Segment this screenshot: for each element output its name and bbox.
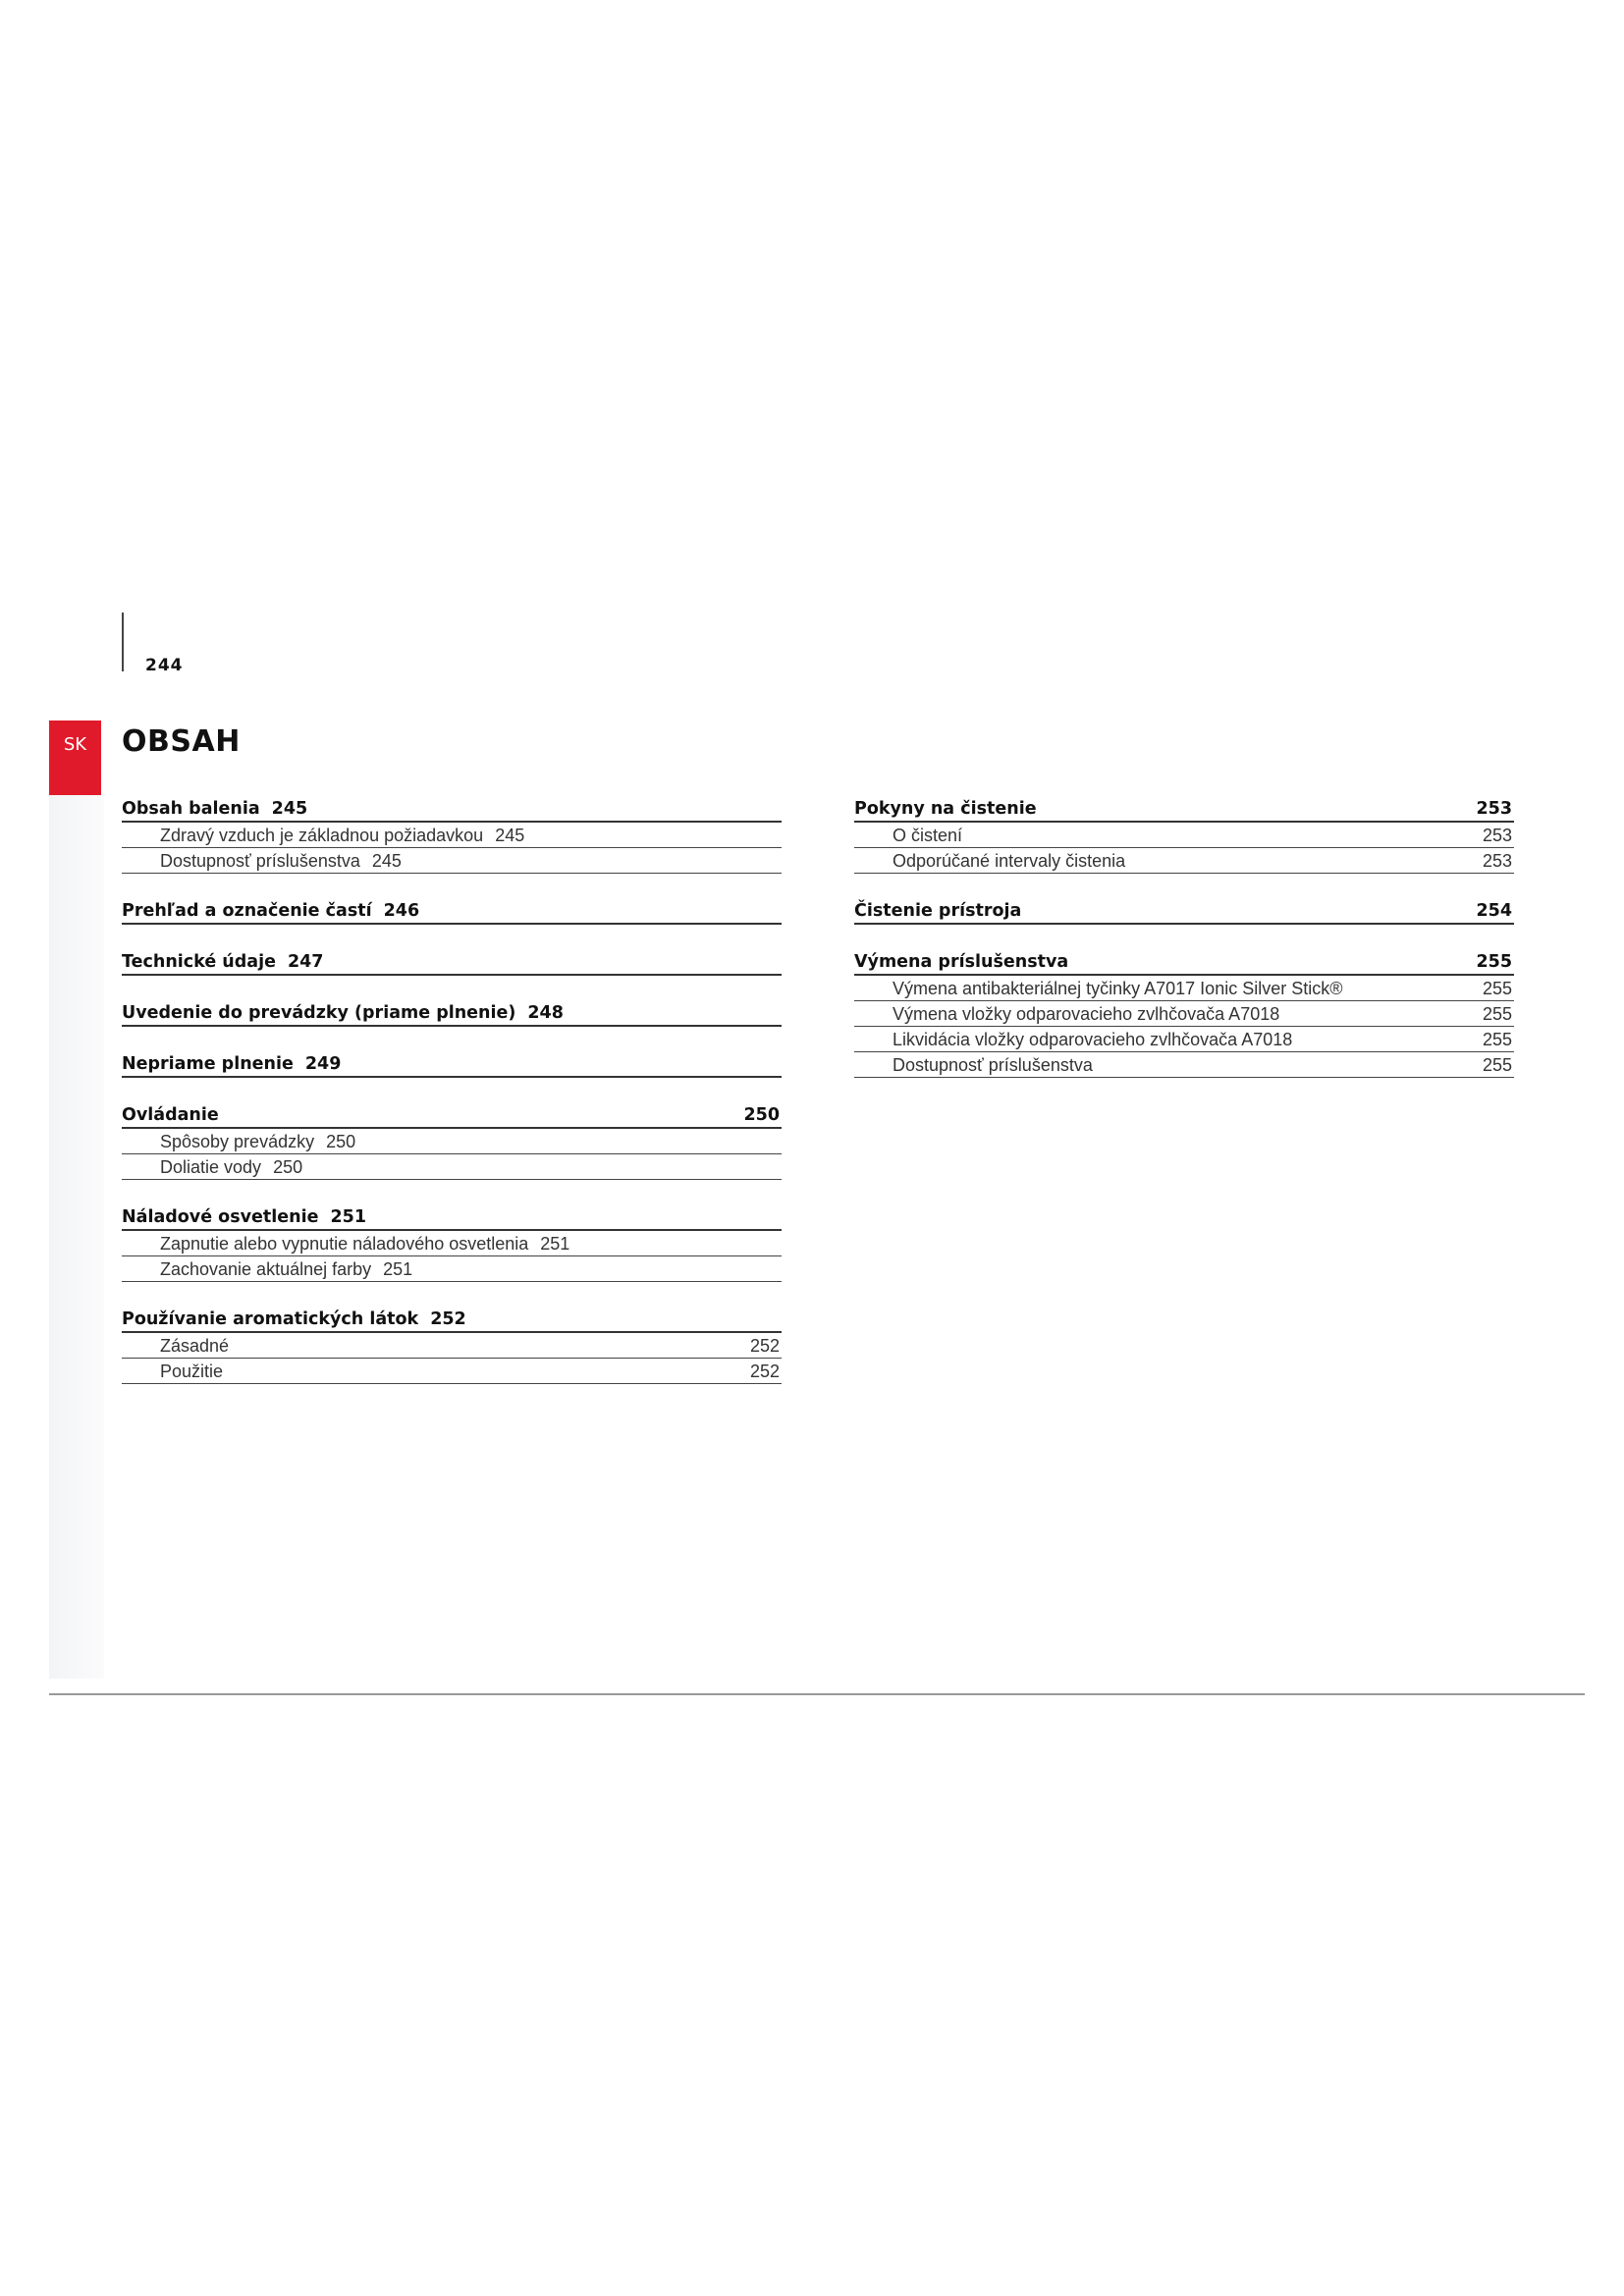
toc-entry-title: Odporúčané intervaly čistenia: [893, 851, 1126, 871]
toc-heading[interactable]: [854, 950, 1514, 976]
toc-entry-page: 253: [1482, 851, 1512, 871]
toc-entry-page: 250: [273, 1157, 303, 1177]
toc-heading[interactable]: [854, 797, 1514, 823]
toc-heading[interactable]: [854, 899, 1514, 925]
toc-entry-title: Uvedenie do prevádzky (priame plnenie) 248: [122, 1003, 564, 1023]
toc-subentry[interactable]: [122, 823, 782, 848]
toc-subentry[interactable]: [854, 1052, 1514, 1078]
toc-entry-title: Použitie: [160, 1362, 224, 1381]
toc-heading[interactable]: [122, 1103, 782, 1129]
toc-entry-title: Technické údaje 247: [122, 952, 324, 972]
page-title: OBSAH: [122, 724, 241, 759]
toc-subentry[interactable]: [122, 848, 782, 874]
toc-entry-title: O čistení: [893, 826, 963, 845]
toc-subentry[interactable]: [122, 1333, 782, 1359]
toc-entry-title: Náladové osvetlenie 251: [122, 1207, 366, 1227]
toc-section: [122, 899, 782, 925]
page-number: 244: [145, 656, 184, 675]
toc-entry-page: 252: [430, 1309, 466, 1329]
toc-entry-page: 250: [326, 1132, 356, 1151]
toc-entry-page: 255: [1482, 1055, 1512, 1075]
toc-section: [122, 797, 782, 874]
toc-section: [854, 950, 1514, 1078]
toc-entry-title: Obsah balenia 245: [122, 799, 308, 819]
toc-heading[interactable]: [122, 1308, 782, 1333]
toc-entry-title: Spôsoby prevádzky 250: [160, 1132, 356, 1151]
page-number-rule: [122, 613, 124, 671]
toc-subentry[interactable]: [122, 1231, 782, 1256]
toc-right-column: [854, 797, 1514, 1103]
toc-entry-page: 245: [371, 851, 402, 871]
toc-subentry[interactable]: [854, 976, 1514, 1001]
toc-entry-page: 246: [383, 901, 420, 921]
toc-entry-title: Výmena antibakteriálnej tyčinky A7017 Ionic Silver Stick®: [893, 979, 1343, 998]
toc-entry-page: 247: [287, 952, 324, 972]
toc-entry-title: Výmena príslušenstva: [854, 952, 1069, 972]
toc-section: [122, 1205, 782, 1282]
toc-entry-title: Zásadné: [160, 1336, 230, 1356]
toc-heading[interactable]: [122, 797, 782, 823]
toc-entry-title: Dostupnosť príslušenstva 245: [160, 851, 402, 871]
toc-subentry[interactable]: [122, 1154, 782, 1180]
toc-section: [854, 899, 1514, 925]
language-tab: [49, 721, 101, 795]
toc-entry-page: 251: [330, 1207, 366, 1227]
toc-section: [122, 1001, 782, 1027]
toc-entry-page: 252: [749, 1336, 780, 1356]
toc-entry-page: 248: [527, 1003, 564, 1023]
toc-heading[interactable]: [122, 950, 782, 976]
toc-subentry[interactable]: [854, 848, 1514, 874]
language-code: SK: [63, 734, 87, 755]
toc-entry-title: Likvidácia vložky odparovacieho zvlhčovača A7018: [893, 1030, 1293, 1049]
side-tint: [49, 795, 104, 1679]
toc-subentry[interactable]: [854, 1001, 1514, 1027]
toc-entry-page: 255: [1482, 979, 1512, 998]
toc-heading[interactable]: [122, 899, 782, 925]
toc-subentry[interactable]: [122, 1256, 782, 1282]
toc-subentry[interactable]: [122, 1359, 782, 1384]
toc-heading[interactable]: [122, 1052, 782, 1078]
toc-entry-title: Zapnutie alebo vypnutie náladového osvetlenia 251: [160, 1234, 570, 1254]
toc-subentry[interactable]: [854, 823, 1514, 848]
toc-heading[interactable]: [122, 1001, 782, 1027]
toc-entry-title: Výmena vložky odparovacieho zvlhčovača A7018: [893, 1004, 1280, 1024]
toc-entry-page: 245: [495, 826, 525, 845]
toc-entry-page: 253: [1482, 826, 1512, 845]
toc-entry-page: 251: [540, 1234, 570, 1254]
toc-entry-page: 252: [749, 1362, 780, 1381]
toc-subentry[interactable]: [854, 1027, 1514, 1052]
toc-entry-title: Pokyny na čistenie: [854, 799, 1037, 819]
toc-left-column: [122, 797, 782, 1410]
toc-entry-title: Používanie aromatických látok 252: [122, 1309, 466, 1329]
toc-entry-title: Zdravý vzduch je základnou požiadavkou 245: [160, 826, 525, 845]
toc-section: [122, 1103, 782, 1180]
toc-entry-page: 253: [1476, 799, 1512, 819]
toc-section: [854, 797, 1514, 874]
toc-entry-page: 254: [1476, 901, 1512, 921]
toc-entry-title: Dostupnosť príslušenstva: [893, 1055, 1093, 1075]
toc-entry-page: 255: [1476, 952, 1512, 972]
toc-subentry[interactable]: [122, 1129, 782, 1154]
toc-entry-page: 245: [271, 799, 308, 819]
toc-entry-page: 255: [1482, 1004, 1512, 1024]
footer-rule: [49, 1693, 1585, 1695]
toc-heading[interactable]: [122, 1205, 782, 1231]
toc-section: [122, 950, 782, 976]
toc-entry-title: Nepriame plnenie 249: [122, 1054, 342, 1074]
toc-entry-title: Ovládanie: [122, 1105, 219, 1125]
toc-entry-page: 249: [304, 1054, 342, 1074]
toc-entry-page: 250: [743, 1105, 780, 1125]
toc-section: [122, 1308, 782, 1384]
toc-entry-page: 251: [383, 1259, 413, 1279]
toc-entry-title: Prehľad a označenie častí 246: [122, 901, 420, 921]
toc-entry-title: Zachovanie aktuálnej farby 251: [160, 1259, 413, 1279]
toc-entry-page: 255: [1482, 1030, 1512, 1049]
toc-entry-title: Čistenie prístroja: [854, 901, 1022, 921]
toc-section: [122, 1052, 782, 1078]
toc-entry-title: Doliatie vody 250: [160, 1157, 303, 1177]
